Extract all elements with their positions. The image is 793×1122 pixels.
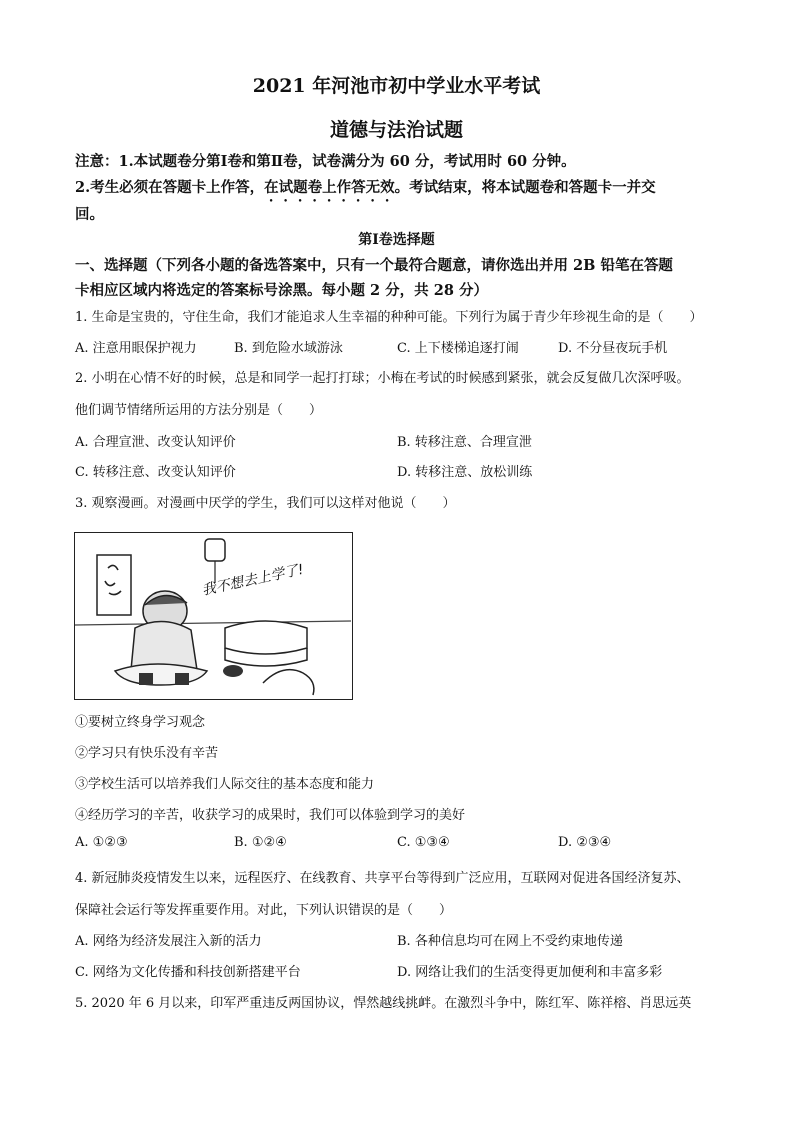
q2-stem-2: 他们调节情绪所运用的方法分别是（ ）: [75, 403, 323, 418]
exam-subtitle: 道德与法治试题: [329, 119, 463, 141]
q1-option-c: C. 上下楼梯追逐打闹: [397, 341, 519, 356]
exam-title: 2021 年河池市初中学业水平考试: [252, 75, 541, 97]
q4-option-b: B. 各种信息均可在网上不受约束地传递: [397, 934, 623, 949]
q3-statement-4: ④经历学习的辛苦，收获学习的成果时，我们可以体验到学习的美好: [75, 808, 466, 823]
q4-option-a: A. 网络为经济发展注入新的活力: [75, 934, 262, 949]
q4-option-d: D. 网络让我们的生活变得更加便利和丰富多彩: [397, 965, 663, 980]
q3-option-b: B. ①②④: [234, 835, 287, 850]
q1-option-d: D. 不分昼夜玩手机: [558, 341, 668, 356]
q2-option-d: D. 转移注意、放松训练: [397, 465, 533, 480]
q2-option-a: A. 合理宣泄、改变认知评价: [75, 435, 236, 450]
q3-cartoon-speech: 我不想去上学了!: [200, 561, 306, 599]
q4-option-c: C. 网络为文化传播和科技创新搭建平台: [75, 965, 301, 980]
q3-statement-1: ①要树立终身学习观念: [75, 715, 206, 730]
section-instructions-1: 一、选择题（下列各小题的备选答案中，只有一个最符合题意，请你选出并用 2B 铅笔在答题: [75, 257, 673, 274]
q3-cartoon: [74, 532, 353, 700]
q3-cartoon-drawing: [75, 533, 351, 698]
note-line-2-b: 。考试结束，将本试题卷和答题卡一并交: [394, 179, 656, 196]
q2-option-b: B. 转移注意、合理宣泄: [397, 435, 532, 450]
note-line-2: [75, 176, 656, 205]
note-line-2-a: 2.考生必须在答题卡上作答，: [75, 179, 265, 196]
q4-stem-1: 4. 新冠肺炎疫情发生以来，远程医疗、在线教育、共享平台等得到广泛应用，互联网对促进各国经济复苏、: [75, 871, 690, 886]
q1-option-b: B. 到危险水域游泳: [234, 341, 343, 356]
q3-statement-3: ③学校生活可以培养我们人际交往的基本态度和能力: [75, 777, 375, 792]
note-line-1: 注意：1.本试题卷分第Ⅰ卷和第Ⅱ卷，试卷满分为 60 分，考试用时 60 分钟。: [75, 153, 576, 170]
note-emphasis: 在试题卷上作答无效: [264, 179, 395, 196]
q3-stem: 3. 观察漫画。对漫画中厌学的学生，我们可以这样对他说（ ）: [75, 496, 456, 511]
q3-option-a: A. ①②③: [75, 835, 128, 850]
q4-stem-2: 保障社会运行等发挥重要作用。对此，下列认识错误的是（ ）: [75, 903, 453, 918]
q1-option-a: A. 注意用眼保护视力: [75, 341, 197, 356]
q1-stem: 1. 生命是宝贵的，守住生命，我们才能追求人生幸福的种种可能。下列行为属于青少年珍视生命的是（ ）: [75, 310, 703, 325]
section-instructions-2: 卡相应区域内将选定的答案标号涂黑。每小题 2 分，共 28 分）: [75, 282, 488, 299]
section-heading: 第Ⅰ卷选择题: [358, 232, 435, 248]
q3-option-c: C. ①③④: [397, 835, 450, 850]
q3-statement-2: ②学习只有快乐没有辛苦: [75, 746, 219, 761]
q5-stem-1: 5. 2020 年 6 月以来，印军严重违反两国协议，悍然越线挑衅。在激烈斗争中，陈红军、陈祥榕、肖思远英: [75, 996, 692, 1011]
q2-option-c: C. 转移注意、改变认知评价: [75, 465, 236, 480]
q2-stem-1: 2. 小明在心情不好的时候，总是和同学一起打打球；小梅在考试的时候感到紧张，就会反复做几次深呼吸。: [75, 371, 690, 386]
note-line-3: 回。: [75, 206, 104, 223]
q3-option-d: D. ②③④: [558, 835, 612, 850]
